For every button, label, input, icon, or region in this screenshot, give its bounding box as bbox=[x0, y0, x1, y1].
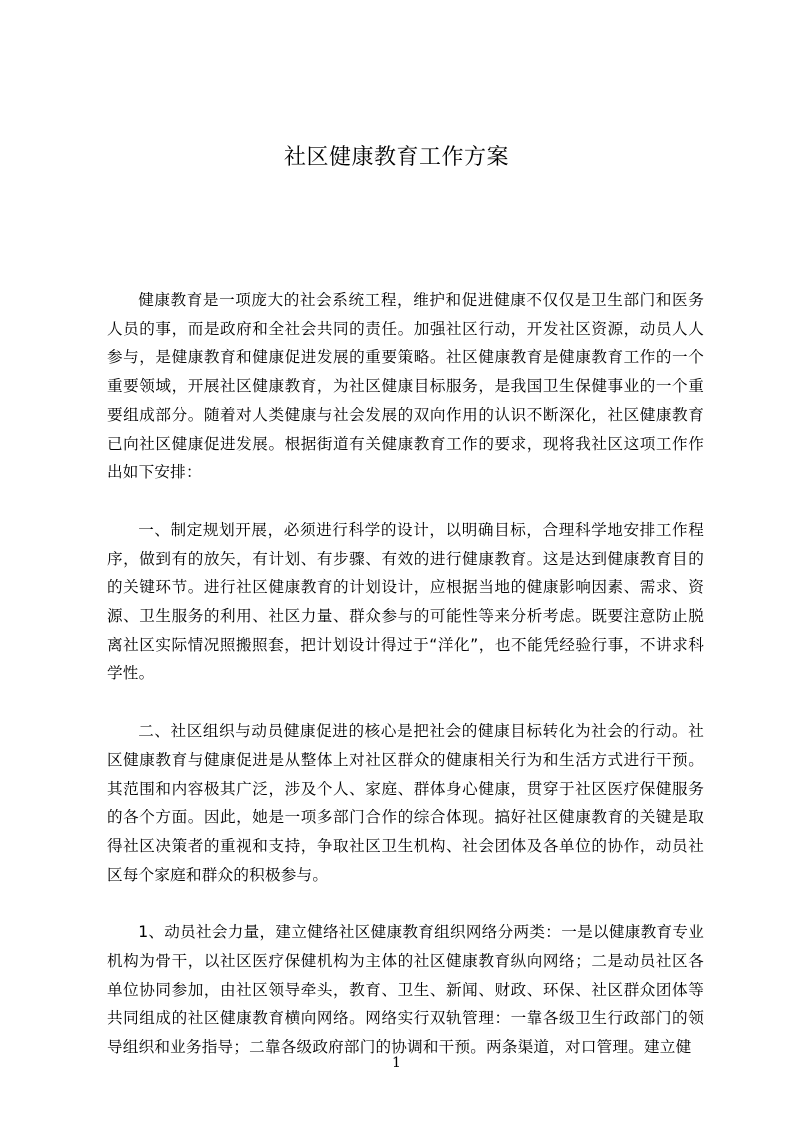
paragraph-section-two: 二、社区组织与动员健康促进的核心是把社会的健康目标转化为社会的行动。社区健康教育与健康促进是从整体上对社区群众的健康相关行为和生活方式进行干预。其范围和内容极其广泛，涉及个人、家庭、群体身心健康，贯穿于社区医疗保健服务的各个方面。因此，她是一项多部门合作的综合体现。搞好社区健康教育的关键是取得社区决策者的重视和支持，争取社区卫生机构、社会团体及各单位的协作，动员社区每个家庭和群众的积极参与。 bbox=[107, 722, 704, 884]
paragraph-section-one: 一、制定规划开展，必须进行科学的设计，以明确目标，合理科学地安排工作程序，做到有的放矢，有计划、有步骤、有效的进行健康教育。这是达到健康教育目的的关键环节。进行社区健康教育的计划设计，应根据当地的健康影响因素、需求、资源、卫生服务的利用、社区力量、群众参与的可能性等来分析考虑。既要注意防止脱离社区实际情况照搬照套，把计划设计得过于“洋化”，也不能凭经验行事，不讲求科学性。 bbox=[107, 520, 704, 683]
document-body bbox=[107, 286, 704, 1091]
paragraph-item-one: 1、动员社会力量，建立健络社区健康教育组织网络分两类：一是以健康教育专业机构为骨干，以社区医疗保健机构为主体的社区健康教育纵向网络；二是动员社区各单位协同参加，由社区领导牵头，教育、卫生、新闻、财政、环保、社区群众团体等共同组成的社区健康教育横向网络。网络实行双轨管理：一靠各级卫生行政部门的领导组织和业务指导；二靠各级政府部门的协调和干预。两条渠道，对口管理。建立健 bbox=[107, 923, 704, 1057]
document-title: 社区健康教育工作方案 bbox=[283, 145, 509, 170]
page-number: 1 bbox=[392, 1055, 401, 1071]
paragraph-intro: 健康教育是一项庞大的社会系统工程，维护和促进健康不仅仅是卫生部门和医务人员的事，而是政府和全社会共同的责任。加强社区行动，开发社区资源，动员人人参与，是健康教育和健康促进发展的重要策略。社区健康教育是健康教育工作的一个重要领域，开展社区健康教育，为社区健康目标服务，是我国卫生保健事业的一个重要组成部分。随着对人类健康与社会发展的双向作用的认识不断深化，社区健康教育已向社区健康促进发展。根据街道有关健康教育工作的要求，现将我社区这项工作作出如下安排： bbox=[107, 291, 704, 482]
